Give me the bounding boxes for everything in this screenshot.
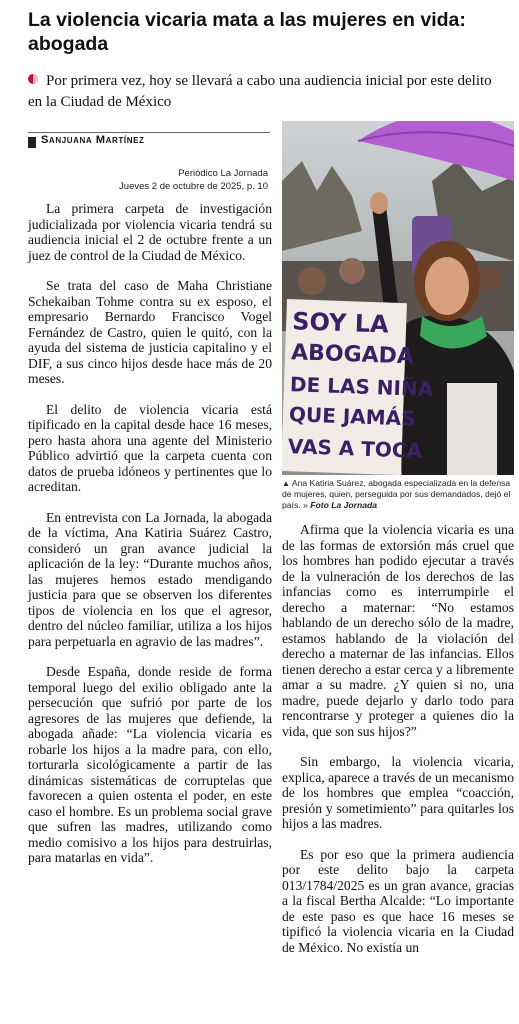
paragraph: Sin embargo, la violencia vicaria, explica, aparece a través de un mecanismo de los hombres que emplea “coacción, presión y sometimiento” para quitarles los hijos a las madres. xyxy=(282,754,514,831)
caption-text: Ana Katiria Suárez, abogada especializada en la defensa de mujeres, quien, perseguida por sus demandados, dejó el país. xyxy=(282,478,511,510)
sign-line-1: SOY LA xyxy=(291,307,390,339)
paragraph: Desde España, donde reside de forma temporal luego del exilio obligado ante la persecución que sufrió por parte de los agresores de las mujeres que defiende, la abogada añade: “La violencia vicaria es robarle los hijos a la madre para, con ello, torturarla sicológicamente a partir de las dinámicas sistemáticas de corruptelas que favorecen a quien ostenta el poder, en este caso el hombre. Es un problema social grave que sufren las madres, utilizando como medio comisivo a los hijos para destruirlas, para matarlas en vida”. xyxy=(28,664,272,865)
byline-marker-icon xyxy=(28,137,36,148)
caption-arrow-icon: » xyxy=(303,500,308,510)
source-publication: Periódico La Jornada xyxy=(178,168,268,179)
photo-credit: Foto La Jornada xyxy=(310,500,378,510)
paragraph: La primera carpeta de investigación judicializada por violencia vicaria tendrá su audiencia inicial el 2 de octubre frente a un juez de control de la Ciudad de México. xyxy=(28,201,272,263)
protest-photo xyxy=(282,121,514,475)
paragraph: El delito de violencia vicaria está tipificado en la capital desde hace 16 meses, pero hasta ahora una agente del Ministerio Público advirtió que la carpeta cuenta con datos de prueba idóneos y pertinentes que lo acreditan. xyxy=(28,401,272,494)
sign-line-3: DE LAS NIÑA xyxy=(289,372,434,402)
paragraph: Se trata del caso de Maha Christiane Schekaiban Tohme contra su ex esposo, el empresario Bernardo Francisco Vogel Fernández de Castro, quien le quitó, con la ayuda del sistema de justicia capitalino y el DIF, a sus cinco hijos desde hace más de 20 meses. xyxy=(28,278,272,386)
paragraph: Afirma que la violencia vicaria es una de las formas de extorsión más cruel que los hombres han podido ejecutar a través de la vulneración de los derechos de las infancias como es interrumpirle el derecho a maternar: “No estamos hablando de un derecho sólo de la madre, estamos hablando de la violación del derecho a maternar de las infancias. Ellos tienen derecho a estar cerca y a libremente amar a su madre. ¿Y quien si no, una madre, puede dejarlo y darlo todo para rencontrarse y proteger a quienes dio la vida, que son sus hijos?” xyxy=(282,522,514,739)
sign-line-4: QUE JAMÁS xyxy=(288,402,416,431)
article-headline: La violencia vicaria mata a las mujeres en vida: abogada xyxy=(28,9,466,55)
bullet-icon xyxy=(28,74,38,84)
paragraph: En entrevista con La Jornada, la abogada de la víctima, Ana Katiria Suárez Castro, consideró un gran avance judicial la aplicación de la ley: “Durante muchos años, las mujeres hemos estado mendigando justicia para que se observen los diferentes tipos de violencia en los que el agresor, dentro del núcleo familiar, utiliza a los hijos para perpetuarla en agravio de las madres”. xyxy=(28,509,272,649)
article-subheadline xyxy=(28,71,508,113)
subheadline-text: Por primera vez, hoy se llevará a cabo una audiencia inicial por este delito en la Ciudad de México xyxy=(28,73,492,110)
source-info xyxy=(28,167,268,193)
article-column-1 xyxy=(28,201,272,881)
caption-marker-icon: ▲ xyxy=(282,479,290,488)
sign-line-5: VAS A TOCA xyxy=(287,434,423,463)
source-date: Jueves 2 de octubre de 2025, p. 10 xyxy=(119,181,268,192)
sign-line-2: ABOGADA xyxy=(290,340,415,370)
author-name: Sanjuana Martínez xyxy=(41,134,145,146)
article-column-2 xyxy=(282,522,514,970)
byline xyxy=(28,132,270,151)
paragraph: Es por eso que la primera audiencia por este delito bajo la carpeta 013/1784/2025 es un gran avance, gracias a la fiscal Bertha Alcalde: “Lo importante de este paso es que hace 16 meses se tipificó la violencia vicaria en la Ciudad de México. No existía un xyxy=(282,846,514,955)
photo-caption xyxy=(282,478,514,511)
protest-photo-image xyxy=(282,121,514,475)
